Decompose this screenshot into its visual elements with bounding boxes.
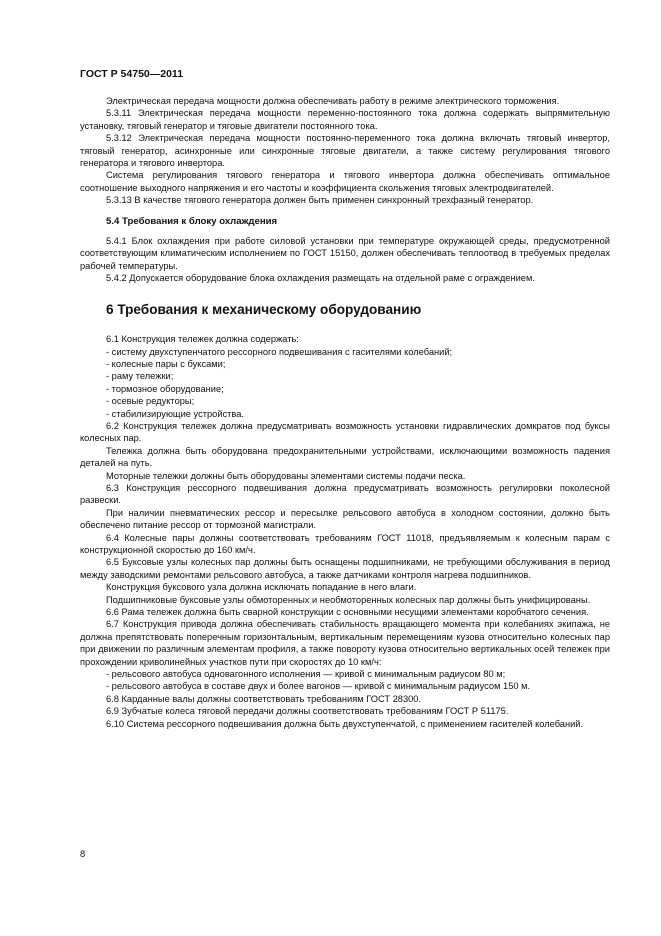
paragraph: 5.4.1 Блок охлаждения при работе силовой установки при температуре окружающей среды, предусмотренной соответствующим климатическим исполнением по ГОСТ 15150, должен обеспечивать теплоотвод в требуемых пределах рабочей температуры. (80, 236, 610, 271)
paragraph: Подшипниковые буксовые узлы обмоторенных и необмоторенных колесных пар должны быть унифицированы. (106, 594, 591, 605)
paragraph: Электрическая передача мощности должна обеспечивать работу в режиме электрического торможения. (106, 96, 560, 106)
section-heading-5-4: 5.4 Требования к блоку охлаждения (106, 215, 278, 227)
paragraph: 5.3.11 Электрическая передача мощности переменно-постоянного тока должна содержать выпрямительную установку, тяговый генератор и тяговые двигатели постоянного тока. (80, 108, 610, 131)
paragraph: 5.3.13 В качестве тягового генератора должен быть применен синхронный трехфазный генератор. (106, 195, 534, 206)
list-item: - осевые редукторы; (106, 396, 195, 407)
section-heading-6: 6 Требования к механическому оборудованию (106, 301, 422, 317)
paragraph: Тележка должна быть оборудована предохранительными устройствами, исключающими возможность падения деталей на путь. (80, 445, 610, 469)
paragraph: 5.4.2 Допускается оборудование блока охлаждения размещать на отдельной раме с ограждением. (106, 273, 535, 284)
paragraph: Конструкция буксового узла должна исключать попадание в него влаги. (106, 582, 417, 593)
document-body (80, 95, 610, 730)
paragraph: 6.4 Колесные пары должны соответствовать требованиям ГОСТ 11018, предъявляемым к колесным парам с конструкционной скоростью до 160 км/ч. (80, 532, 610, 555)
list-item: - стабилизирующие устройства. (106, 408, 245, 419)
list-item: - колесные пары с буксами; (106, 358, 226, 369)
paragraph: 6.6 Рама тележек должна быть сварной конструкции с основными несущими элементами коробчатого сечения. (106, 607, 589, 618)
paragraph: 6.3 Конструкция рессорного подвешивания должна предусматривать возможность регулировки поколесной развески. (80, 482, 610, 506)
list-item: - раму тележки; (106, 371, 174, 382)
document-header: ГОСТ Р 54750—2011 (80, 68, 184, 80)
bullet-list (80, 668, 610, 693)
list-item: - рельсового автобуса в составе двух и более вагонов — кривой с минимальным радиусом 150 м. (106, 681, 531, 692)
paragraph: 6.2 Конструкция тележек должна предусматривать возможность установки гидравлических домкратов под буксы колесных пар. (80, 420, 610, 444)
paragraph: 6.1 Конструкция тележек должна содержать: (106, 334, 299, 345)
paragraph: 6.8 Карданные валы должны соответствовать требованиям ГОСТ 28300. (106, 693, 422, 704)
paragraph: Система регулирования тягового генератора и тягового инвертора должна обеспечивать оптимальное соотношение выходного напряжения и его частоты и коэффициента скольжения тяговых электродвигателей. (80, 170, 610, 193)
paragraph: 6.5 Буксовые узлы колесных пар должны быть оснащены подшипниками, не требующими обслуживания в период между заводскими ремонтами рельсового автобуса, а также датчиками контроля нагрева подшипников. (80, 557, 610, 580)
paragraph: 6.9 Зубчатые колеса тяговой передачи должны соответствовать требованиям ГОСТ Р 51175. (106, 706, 509, 717)
list-item: - систему двухступенчатого рессорного подвешивания с гасителями колебаний; (106, 346, 453, 357)
paragraph: 6.7 Конструкция привода должна обеспечивать стабильность вращающего момента при колебаниях экипажа, не должна препятствовать поперечным горизонтальным, вертикальным перемещениям кузова относительно колесных пар при движении по различным элементам профиля, а также повороту кузова относительно вертикальных осей тележек при прохождении криволинейных участков пути при скоростях до 10 км/ч: (80, 619, 610, 667)
paragraph: Моторные тележки должны быть оборудованы элементами системы подачи песка. (106, 470, 466, 481)
list-item: - тормозное оборудование; (106, 383, 224, 394)
page-number: 8 (80, 849, 86, 860)
paragraph: При наличии пневматических рессор и пересылке рельсового автобуса в холодном состоянии, должно быть обеспечено питание рессор от тормозной магистрали. (80, 507, 610, 531)
bullet-list (80, 346, 610, 420)
paragraph: 5.3.12 Электрическая передача мощности постоянно-переменного тока должна включать тяговый инвертор, тяговый генератор, асинхронные или синхронные тяговые двигатели, а также систему регулирования тягового генератора и тягового инвертора. (80, 133, 610, 169)
list-item: - рельсового автобуса одновагонного исполнения — кривой с минимальным радиусом 80 м; (106, 669, 506, 680)
paragraph: 6.10 Система рессорного подвешивания должна быть двухступенчатой, с применением гасителей колебаний. (106, 718, 584, 729)
